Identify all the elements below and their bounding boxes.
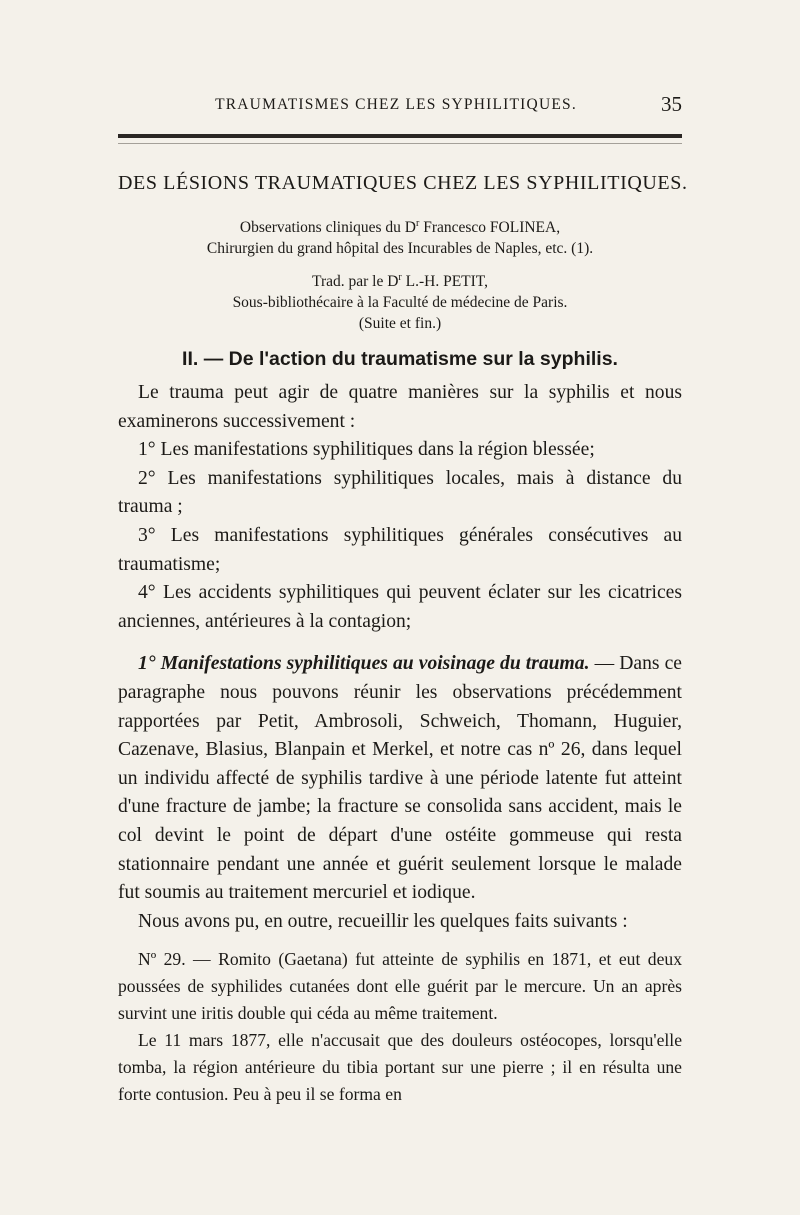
intro-paragraph: Le trauma peut agir de quatre manières sur la syphilis et nous examinerons successivement : bbox=[118, 382, 682, 432]
section-heading: II. — De l'action du traumatisme sur la syphilis. bbox=[182, 348, 618, 370]
running-title: TRAUMATISMES CHEZ LES SYPHILITIQUES. bbox=[215, 96, 577, 113]
page-content bbox=[118, 162, 688, 1108]
author-line bbox=[118, 217, 682, 238]
header-rule-thin bbox=[118, 143, 682, 144]
translator-title-sup: r bbox=[398, 271, 402, 283]
header-rule bbox=[118, 134, 682, 138]
subsection-label: 1° Manifestations syphilitiques au voisinage du trauma. bbox=[138, 653, 590, 675]
subsection-paragraph bbox=[118, 650, 682, 907]
translator-affiliation: Sous-bibliothécaire à la Faculté de médecine de Paris. bbox=[232, 294, 568, 311]
list-item-3: 3° Les manifestations syphilitiques générales consécutives au traumatisme; bbox=[118, 524, 682, 575]
list-item-4: 4° Les accidents syphilitiques qui peuvent éclater sur les cicatrices anciennes, antérieures à la contagion; bbox=[118, 582, 682, 632]
translator-line-post: L.-H. PETIT, bbox=[401, 273, 488, 290]
running-header bbox=[110, 92, 682, 122]
translator-line-pre: Trad. par le D bbox=[312, 273, 399, 290]
author-line-post: Francesco FOLINEA, bbox=[419, 219, 561, 236]
list-item-1: 1° Les manifestations syphilitiques dans la région blessée; bbox=[138, 439, 595, 461]
page-number: 35 bbox=[661, 92, 682, 116]
observation-29-paragraph-2: Le 11 mars 1877, elle n'accusait que des douleurs ostéocopes, lorsqu'elle tomba, la région antérieure du tibia portant sur une pierre ; il en résulta une forte contusion. Peu à peu il se forma en bbox=[118, 1030, 682, 1105]
author-affiliation: Chirurgien du grand hôpital des Incurables de Naples, etc. (1). bbox=[206, 240, 594, 257]
subsection-text: — Dans ce paragraphe nous pouvons réunir les observations précédemment rapportées par Petit, Ambrosoli, Schweich, Thomann, Huguier, Cazenave, Blasius, Blanpain et Merkel, et notre cas nº 26, dans lequel un individu affecté de syphilis tardive à une période latente fut atteint d'une fracture de jambe; la fracture se consolida sans accident, mais le col devint le point de départ d'une ostéite gommeuse qui resta stationnaire pendant une année et guérit seulement lorsque le malade fut soumis au traitement mercuriel et iodique. bbox=[118, 653, 682, 904]
author-title-sup: r bbox=[415, 217, 420, 229]
continuation-note: (Suite et fin.) bbox=[358, 315, 442, 332]
translator-line bbox=[118, 271, 682, 292]
observations-intro: Nous avons pu, en outre, recueillir les quelques faits suivants : bbox=[138, 910, 628, 932]
observation-29-paragraph-1: Nº 29. — Romito (Gaetana) fut atteinte de syphilis en 1871, et eut deux poussées de syphilides cutanées dont elle guérit par le mercure. Un an après survint une iritis double qui céda au même traitement. bbox=[118, 949, 682, 1024]
author-line-pre: Observations cliniques du D bbox=[239, 219, 416, 236]
list-item-2: 2° Les manifestations syphilitiques locales, mais à distance du trauma ; bbox=[118, 467, 682, 518]
article-title: DES LÉSIONS TRAUMATIQUES CHEZ LES SYPHILITIQUES. bbox=[118, 172, 688, 194]
